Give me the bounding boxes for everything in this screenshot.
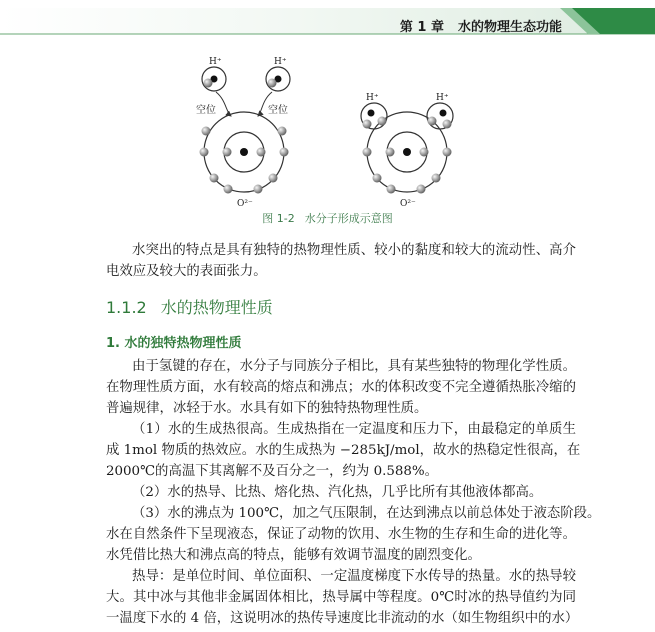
chapter-number: 第 1 章 bbox=[399, 20, 444, 35]
text-line: 2000℃的高温下其离解不及百分之一，约为 0.588%。 bbox=[106, 464, 439, 479]
intro-paragraph bbox=[106, 240, 576, 282]
electron bbox=[386, 148, 395, 157]
right-diagram bbox=[361, 93, 453, 209]
nucleus bbox=[403, 148, 411, 156]
paragraph-boiling-point bbox=[106, 503, 601, 566]
paragraph-formation-heat bbox=[106, 419, 581, 482]
h-label: H⁺ bbox=[209, 57, 222, 67]
paragraph-hydrogen-bond bbox=[106, 356, 576, 419]
text-line: （1）水的生成热很高。生成热指在一定温度和压力下，由最稳定的单质生 bbox=[132, 422, 576, 437]
electron bbox=[373, 174, 382, 183]
text-line: 电效应及较大的表面张力。 bbox=[106, 264, 267, 279]
text-line: 水突出的特点是具有独特的热物理性质、较小的黏度和较大的流动性、高介 bbox=[132, 243, 576, 258]
electron bbox=[280, 148, 289, 157]
caption-number: 图 1-2 bbox=[262, 212, 295, 225]
electron bbox=[224, 185, 233, 194]
left-diagram bbox=[196, 57, 290, 209]
h-label: H⁺ bbox=[436, 93, 449, 103]
water-molecule-figure bbox=[0, 36, 655, 212]
electron bbox=[387, 185, 396, 194]
nucleus bbox=[240, 148, 248, 156]
electron bbox=[257, 148, 266, 157]
section-number: 1.1.2 bbox=[106, 298, 147, 317]
text-line: 水在自然条件下呈现液态，保证了动物的饮用、水生物的生存和生命的进化等。 bbox=[106, 527, 576, 542]
shared-electron bbox=[363, 120, 372, 129]
text-line: 一温度下水的 4 倍，这说明冰的热传导速度比非流动的水（如生物组织中的水） bbox=[106, 611, 579, 626]
chapter-title: 水的物理生态功能 bbox=[457, 20, 562, 35]
text-line: （2）水的热导、比热、熔化热、汽化热，几乎比所有其他液体都高。 bbox=[132, 485, 543, 500]
h-nucleus bbox=[368, 110, 375, 117]
shared-electron bbox=[428, 117, 437, 126]
text-line: 水凭借比热大和沸点高的特点，能够有效调节温度的剧烈变化。 bbox=[106, 548, 481, 563]
electron bbox=[278, 127, 287, 136]
text-line: 热导：是单位时间、单位面积、一定温度梯度下水传导的热量。水的热导较 bbox=[132, 569, 576, 584]
paragraph-heat-conduction bbox=[106, 566, 579, 629]
text-line: 在物理性质方面，水有较高的熔点和沸点；水的体积改变不完全遵循热胀冷缩的 bbox=[106, 380, 576, 395]
electron bbox=[200, 148, 209, 157]
text-line: 由于氢键的存在，水分子与同族分子相比，具有某些独特的物理化学性质。 bbox=[132, 359, 576, 374]
header-chapter-label bbox=[400, 16, 562, 35]
text-line: 成 1mol 物质的热效应。水的生成热为 −285kJ/mol，故水的热稳定性很高，在 bbox=[106, 443, 581, 458]
text-line: 大。其中冰与其他非金属固体相比，热导属中等程度。0℃时冰的热导值约为同 bbox=[106, 590, 576, 605]
vacancy-label: 空位 bbox=[196, 105, 216, 116]
caption-text: 水分子形成示意图 bbox=[304, 212, 393, 225]
electron bbox=[363, 148, 372, 157]
vacancy-label: 空位 bbox=[268, 105, 288, 116]
shared-electron bbox=[443, 120, 452, 129]
h-label: H⁺ bbox=[274, 57, 287, 67]
text-line: （3）水的沸点为 100℃，加之气压限制，在达到沸点以前总体处于液态阶段。 bbox=[132, 506, 601, 521]
oxygen-label: O²⁻ bbox=[400, 199, 416, 209]
electron bbox=[223, 148, 232, 157]
h-electron bbox=[268, 79, 277, 88]
electron bbox=[417, 185, 426, 194]
section-heading bbox=[106, 295, 273, 318]
electron bbox=[210, 174, 219, 183]
electron bbox=[269, 174, 278, 183]
section-title: 水的热物理性质 bbox=[160, 298, 273, 317]
h-label: H⁺ bbox=[366, 93, 379, 103]
subsection-heading: 1. 水的独特热物理性质 bbox=[106, 336, 242, 351]
shared-electron bbox=[378, 117, 387, 126]
paragraph-thermal-conductivity bbox=[106, 482, 576, 503]
electron bbox=[202, 127, 211, 136]
text-line: 普遍规律，冰轻于水。水具有如下的独特热物理性质。 bbox=[106, 401, 428, 416]
oxygen-label: O²⁻ bbox=[237, 199, 253, 209]
electron bbox=[420, 148, 429, 157]
electron bbox=[432, 174, 441, 183]
electron bbox=[254, 185, 263, 194]
h-electron bbox=[204, 79, 213, 88]
electron bbox=[443, 148, 452, 157]
figure-caption bbox=[0, 210, 655, 226]
h-nucleus bbox=[440, 110, 447, 117]
